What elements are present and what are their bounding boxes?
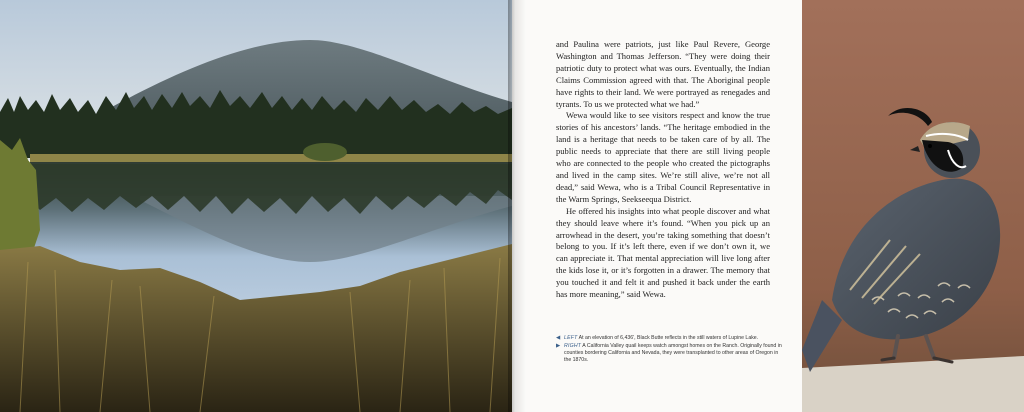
caption-text: A California Valley quail keeps watch amongst homes on the Ranch. Originally found in counties bordering California and Nevada, they were transplanted to other areas of Oregon in the 1870s. (564, 343, 782, 363)
left-arrow-icon: ◀ (556, 335, 561, 341)
quail-photo (802, 0, 1024, 412)
caption-tag: LEFT (564, 335, 578, 341)
caption-left (556, 335, 786, 342)
paragraph: He offered his insights into what people discover and what they should leave where it’s found. “When you pick up an arrowhead in the desert, you’re taking something that doesn’t belong to you. If it’s left there, even if we don’t own it, we can appreciate it. That mental appreciation will live long after the kids lose it, or it’s forgotten in a drawer. The memory that you touched it and felt it and pushed it back under the earth has more meaning,” said Wewa. (556, 205, 770, 300)
text-page (512, 0, 802, 412)
caption-right (556, 343, 786, 364)
quail-illustration (802, 0, 1024, 412)
article-body (556, 39, 770, 301)
caption-text: At an elevation of 6,436', Black Butte reflects in the still waters of Lupine Lake. (577, 335, 759, 341)
paragraph: Wewa would like to see visitors respect and know the true stories of his ancestors’ lands. “The heritage embodied in the land is a heritage that needs to be taken care of by all. The public needs to appreciate that there are still living people who are connected to the people who created the pictographs and lived in the camp sites. We’re still alive, we’re not all dead,” said Wewa, who is a Tribal Council Representative in the Warm Springs, Seekseequa District. (556, 110, 770, 204)
paragraph: and Paulina were patriots, just like Paul Revere, George Washington and Thomas Jefferson. “They were doing their patriotic duty to protect what was ours. Eventually, the Indian Claims Commission agreed with that. The Aboriginal people have rights to their land. We were portrayed as renegades and tyrants. To us we protected what we had.” (556, 39, 770, 109)
photo-captions (556, 335, 786, 365)
caption-tag: RIGHT (564, 343, 582, 349)
right-arrow-icon: ▶ (556, 343, 561, 349)
